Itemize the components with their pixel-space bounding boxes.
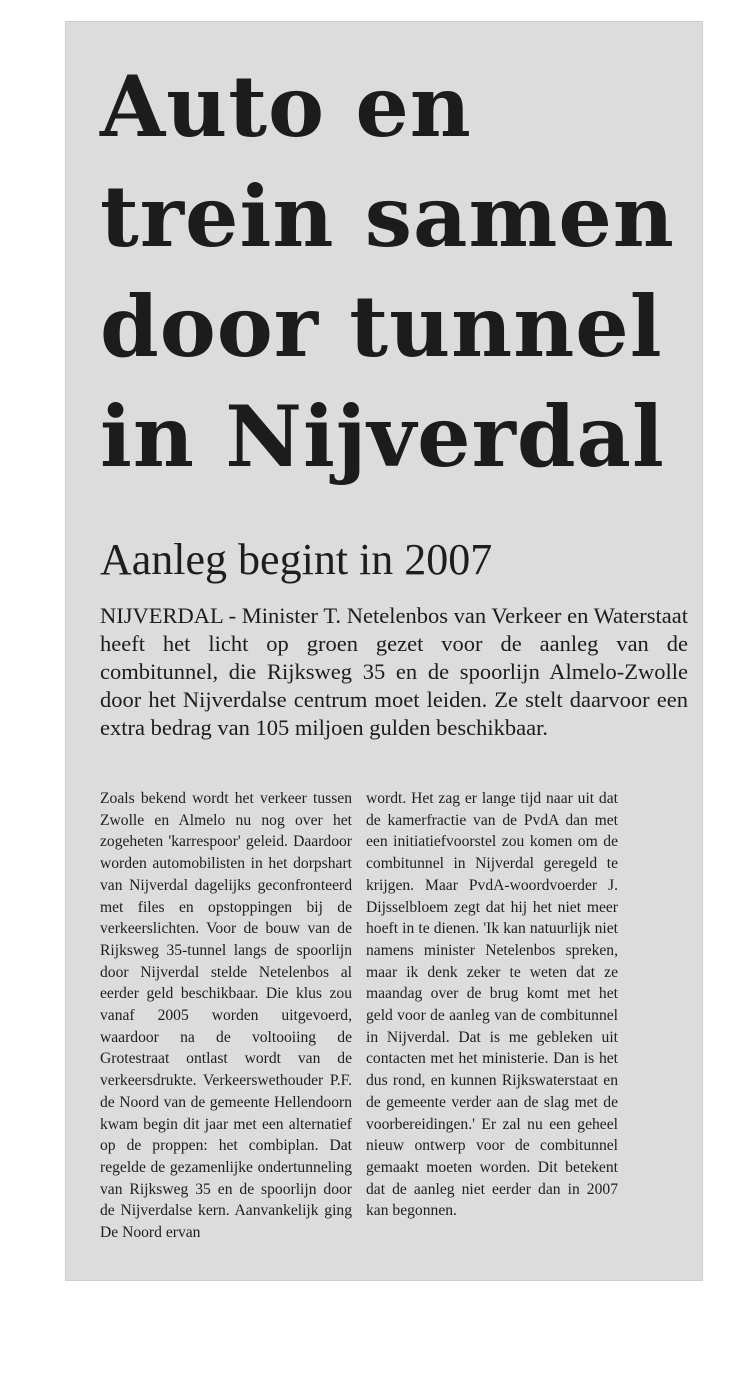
subheadline: Aanleg begint in 2007	[100, 535, 493, 584]
headline	[100, 52, 700, 492]
body-column-right: wordt. Het zag er lange tijd naar uit dat de kamerfractie van de PvdA dan met een initiatiefvoorstel zou komen om de combitunnel in Nijverdal geregeld te krijgen. Maar PvdA-woordvoerder J. Dijsselbloem zegt dat hij het niet meer hoeft in te dienen. 'Ik kan natuurlijk niet namens minister Netelenbos spreken, maar ik denk zeker te weten dat ze maandag over de brug komt met het geld voor de aanleg van de combitunnel in Nijverdal. Dat is me gebleken uit contacten met het ministerie. Dan is het dus rond, en kunnen Rijkswaterstaat en de gemeente verder aan de slag met de voorbereidingen.' Er zal nu een geheel nieuw ontwerp voor de combitunnel gemaakt moeten worden. Dit betekent dat de aanleg niet eerder dan in 2007 kan begonnen.	[366, 790, 618, 1220]
headline-line: door tunnel	[100, 277, 663, 376]
body-column-left: Zoals bekend wordt het verkeer tussen Zwolle en Almelo nu nog over het zogeheten 'karrespoor' geleid. Daardoor worden automobilisten in het dorpshart van Nijverdal dagelijks geconfronteerd met files en opstoppingen bij de verkeerslichten. Voor de bouw van de Rijksweg 35-tunnel langs de spoorlijn door Nijverdal stelde Netelenbos al eerder geld beschikbaar. Die klus zou vanaf 2005 worden uitgevoerd, waardoor na de voltooiing de Grotestraat ontlast wordt van de verkeersdrukte. Verkeerswethouder P.F. de Noord van de gemeente Hellendoorn kwam begin dit jaar met een alternatief op de proppen: het combiplan. Dat regelde de gezamenlijke ondertunneling van Rijksweg 35 en de spoorlijn door de Nijverdalse kern. Aanvankelijk ging De Noord ervan	[100, 790, 352, 1242]
newspaper-clipping	[66, 22, 702, 1280]
clipping-bottom-edge	[100, 1272, 700, 1280]
headline-line: Auto en	[100, 57, 472, 156]
headline-line: trein samen	[100, 167, 675, 266]
lead-paragraph: NIJVERDAL - Minister T. Netelenbos van Verkeer en Waterstaat heeft het licht op groen gezet voor de aanleg van de combitunnel, die Rijksweg 35 en de spoorlijn Almelo-Zwolle door het Nijverdalse centrum moet leiden. Ze stelt daarvoor een extra bedrag van 105 miljoen gulden beschikbaar.	[100, 603, 688, 740]
headline-line: in Nijverdal	[100, 387, 665, 486]
